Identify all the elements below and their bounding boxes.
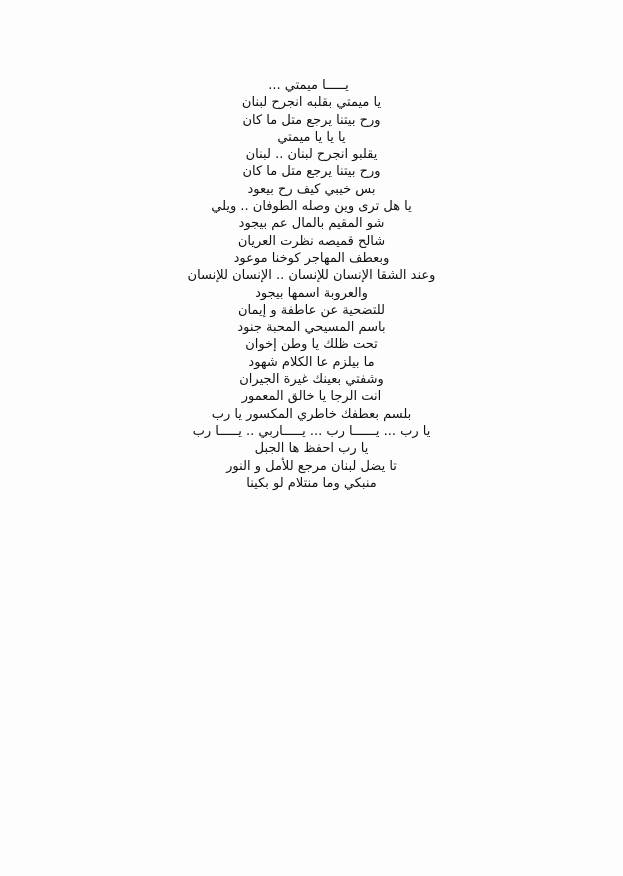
poem-line: بلسم بعطفك خاطري المكسور يا رب (211, 406, 412, 422)
poem-line: ما بيلزم عا الكلام شهود (248, 354, 375, 370)
poem-line: شالح قميصه نظرت العريان (237, 233, 386, 249)
poem-line: وشفتي بعينك غيرة الجيران (239, 372, 384, 388)
poem-line: يا رب احفظ ها الجبل (254, 441, 369, 457)
poem-line: تحت ظلك يا وطن إخوان (245, 337, 378, 353)
poem-line: للتضحية عن عاطفة و إيمان (237, 302, 386, 318)
poem-text (0, 77, 623, 492)
poem-line: يقلبو انجرح لبنان .. لبنان (245, 147, 378, 163)
poem-line: منبكي وما منتلام لو بكينا (246, 475, 377, 491)
poem-line: تا يضل لبنان مرجع للأمل و النور (226, 458, 397, 474)
poem-line: يا رب ... يــــــا رب ... يـــــاربي .. يـــــا رب (192, 423, 431, 439)
poem-line: يا هل ترى وين وصله الطوفان .. ويلي (211, 199, 412, 215)
poem-line: ورح بيتنا يرجع متل ما كان (242, 112, 381, 128)
poem-line: يا يا يا ميمتي (277, 129, 346, 145)
poem-line: ورح بيتنا يرجع متل ما كان (242, 164, 381, 180)
poem-line: وعند الشقا الإنسان للإنسان .. الإنسان للإنسان (187, 268, 436, 284)
poem-line: والعروبة اسمها بيجود (255, 285, 368, 301)
poem-line: بس خيبي كيف رح بيعود (247, 181, 376, 197)
poem-line: انت الرجا يا خالق المعمور (241, 389, 382, 405)
poem-line: وبعطف المهاجر كوخنا موعود (233, 250, 390, 266)
poem-line: باسم المسيحي المحبة جنود (237, 320, 386, 336)
poem-line: شو المقيم بالمال عم بيجود (238, 216, 385, 232)
poem-line: يا ميمتي بقلبه انجرح لبنان (241, 95, 382, 111)
poem-title-line: يـــــا ميمتي ... (268, 78, 349, 93)
